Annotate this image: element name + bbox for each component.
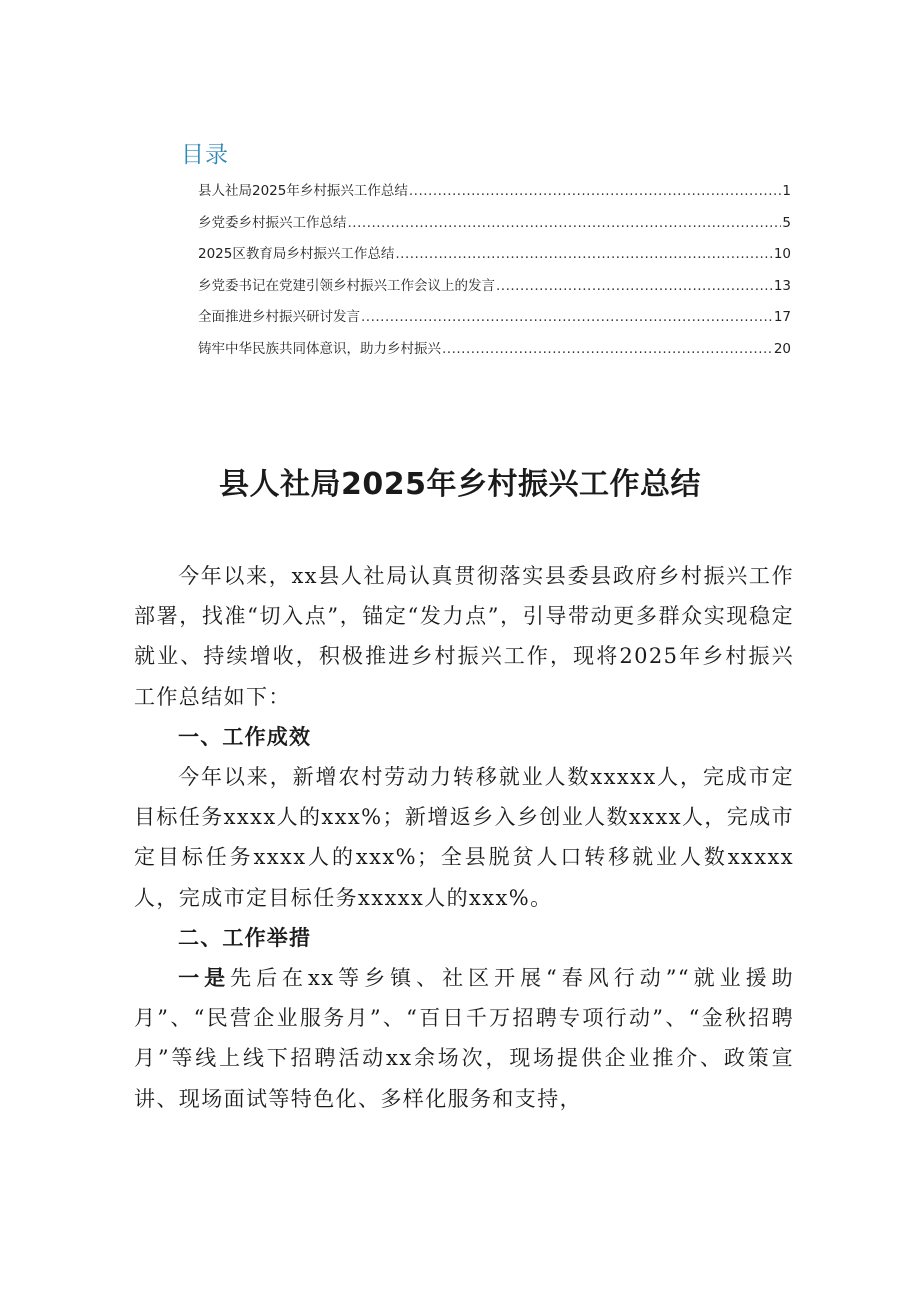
toc-entry-page: 20 <box>773 340 791 357</box>
toc-title: 目录 <box>181 142 229 168</box>
toc-entry[interactable] <box>198 239 791 271</box>
toc-entry-page: 1 <box>782 183 791 199</box>
results-paragraph: 今年以来，新增农村劳动力转移就业人数xxxxx人，完成市定目标任务xxxx人的xxx%；新增返乡入乡创业人数xxxx人，完成市定目标任务xxxx人的xxx%；全县脱贫人口转移就业人数xxxxx人，完成市定目标任务xxxxx人的xxx%。 <box>134 765 794 910</box>
toc-leader-dots <box>409 176 782 208</box>
intro-paragraph: 今年以来，xx县人社局认真贯彻落实县委县政府乡村振兴工作部署，找准“切入点”，锚定“发力点”，引导带动更多群众实现稳定就业、持续增收，积极推进乡村振兴工作，现将2025年乡村振兴工作总结如下： <box>134 564 794 709</box>
toc-leader-dots <box>496 271 773 303</box>
measure-paragraph <box>134 958 794 1119</box>
article-body <box>134 556 794 1119</box>
section-heading-results: 一、工作成效 <box>178 724 312 749</box>
toc-entry[interactable] <box>198 271 791 303</box>
toc-leader-dots <box>395 239 772 271</box>
toc-entry-page: 5 <box>782 214 791 231</box>
toc-entry-title: 乡党委乡村振兴工作总结 <box>198 214 347 231</box>
measure-lead: 一是 <box>178 965 231 991</box>
table-of-contents <box>181 140 791 365</box>
toc-entry[interactable] <box>198 208 791 240</box>
toc-entry-page: 10 <box>773 246 791 262</box>
toc-entry-page: 13 <box>773 277 791 294</box>
toc-entry-title: 铸牢中华民族共同体意识，助力乡村振兴 <box>198 340 441 357</box>
toc-entry[interactable] <box>198 302 791 334</box>
toc-entry[interactable] <box>198 176 791 208</box>
toc-entry[interactable] <box>198 334 791 366</box>
toc-leader-dots <box>361 302 773 334</box>
toc-entry-title: 县人社局2025年乡村振兴工作总结 <box>198 183 408 199</box>
toc-entry-title: 全面推进乡村振兴研讨发言 <box>198 309 360 325</box>
section-heading-measures: 二、工作举措 <box>178 925 312 950</box>
measure-text: 先后在xx等乡镇、社区开展“春风行动”“就业援助月”、“民营企业服务月”、“百日千万招聘专项行动”、“金秋招聘月”等线上线下招聘活动xx余场次，现场提供企业推介、政策宣讲、现场面试等特色化、多样化服务和支持， <box>134 966 794 1111</box>
toc-entry-title: 乡党委书记在党建引领乡村振兴工作会议上的发言 <box>198 277 495 294</box>
toc-entry-page: 17 <box>773 309 791 325</box>
toc-list <box>181 176 791 365</box>
toc-leader-dots <box>442 334 773 366</box>
article-title: 县人社局2025年乡村振兴工作总结 <box>219 467 701 502</box>
toc-entry-title: 2025区教育局乡村振兴工作总结 <box>198 246 395 262</box>
toc-leader-dots <box>348 208 782 240</box>
